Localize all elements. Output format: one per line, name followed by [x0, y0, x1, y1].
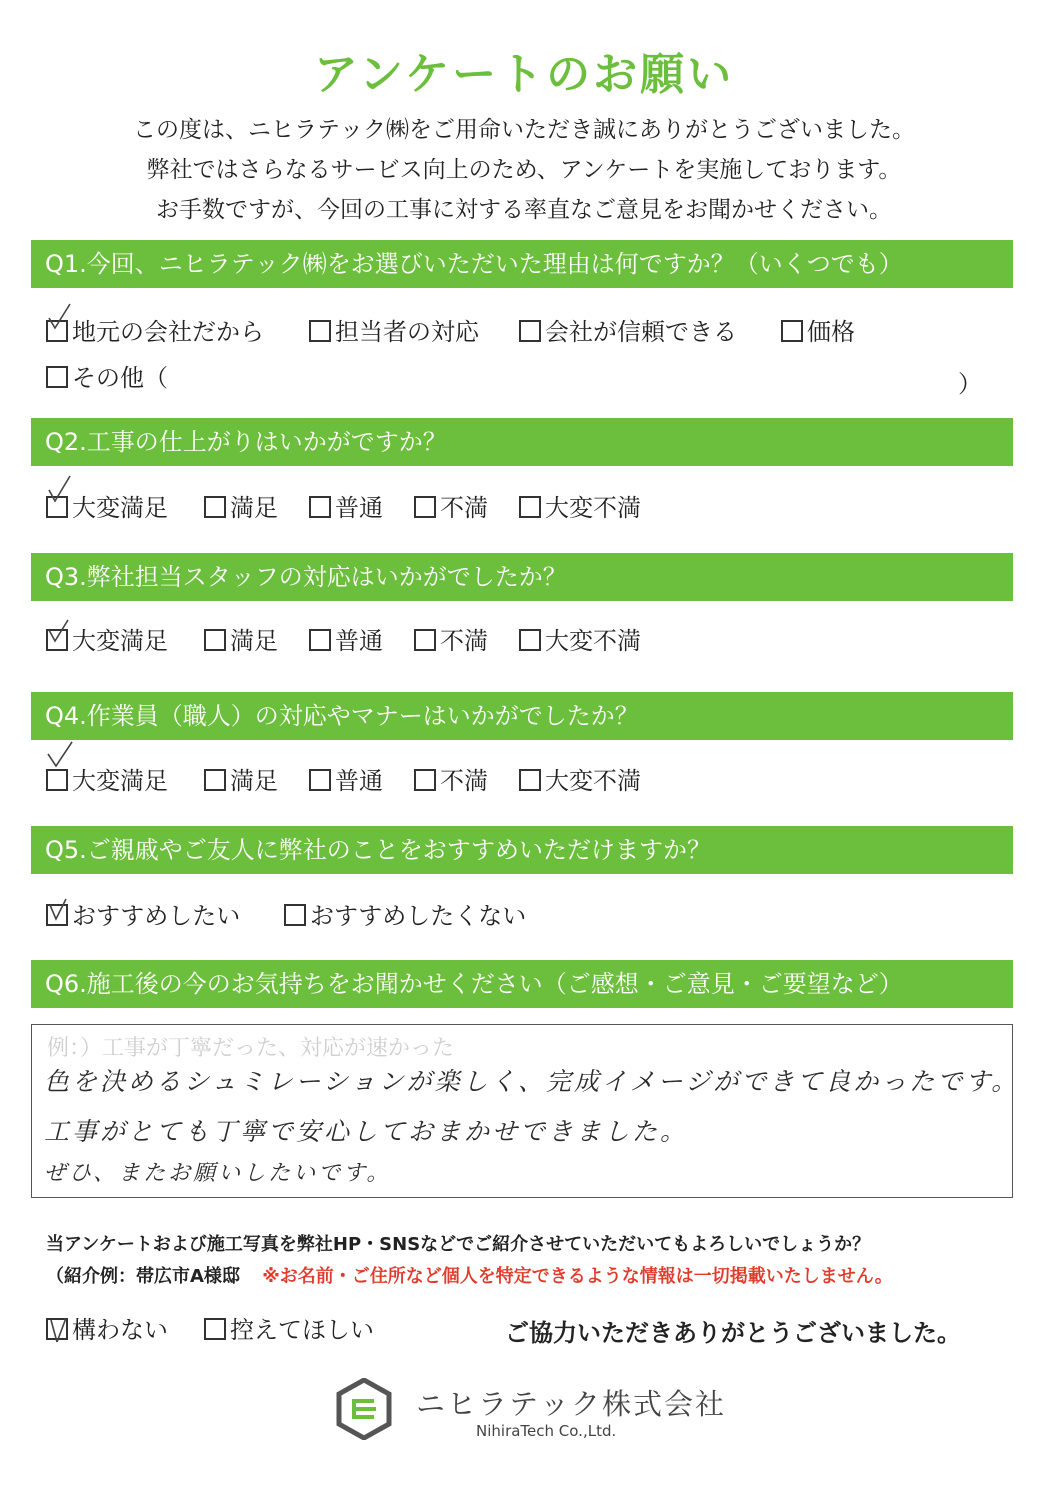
handwritten-answer-line: 工事がとても丁寧で安心しておまかせできました。: [44, 1117, 689, 1146]
checkbox[interactable]: [519, 320, 541, 342]
checkbox[interactable]: [46, 629, 68, 651]
q1-header: Q1.今回、ニヒラテック㈱をお選びいただいた理由は何ですか？（いくつでも）: [31, 240, 1013, 288]
q2-option-very-dissatisfied[interactable]: 大変不満: [519, 488, 641, 528]
q3-option-neutral[interactable]: 普通: [309, 621, 383, 661]
privacy-note: ※お名前・ご住所など個人を特定できるような情報は一切掲載いたしません。: [262, 1266, 893, 1287]
q1-option-staff[interactable]: 担当者の対応: [309, 312, 479, 352]
checkbox[interactable]: [46, 320, 68, 342]
hexagon-logo-icon: [336, 1378, 392, 1440]
thanks-message: ご協力いただきありがとうございました。: [505, 1319, 961, 1347]
consent-option-ok[interactable]: 構わない: [46, 1310, 168, 1350]
checkbox[interactable]: [414, 769, 436, 791]
q2-header: Q2.工事の仕上がりはいかがですか？: [31, 418, 1013, 466]
q3-option-very-dissatisfied[interactable]: 大変不満: [519, 621, 641, 661]
checkbox[interactable]: [46, 769, 68, 791]
q1-option-price[interactable]: 価格: [781, 312, 855, 352]
company-name: ニヒラテック株式会社: [416, 1387, 727, 1421]
q4-option-neutral[interactable]: 普通: [309, 761, 383, 801]
consent-example-row: [46, 1262, 893, 1288]
company-logo: [336, 1378, 756, 1448]
q6-header: Q6.施工後の今のお気持ちをお聞かせください（ご感想・ご意見・ご要望など）: [31, 960, 1013, 1008]
checkbox[interactable]: [519, 629, 541, 651]
q4-option-satisfied[interactable]: 満足: [204, 761, 278, 801]
q2-option-neutral[interactable]: 普通: [309, 488, 383, 528]
q5-option-recommend[interactable]: おすすめしたい: [46, 896, 240, 936]
q4-option-dissatisfied[interactable]: 不満: [414, 761, 488, 801]
consent-option-decline[interactable]: 控えてほしい: [204, 1310, 374, 1350]
intro-line: この度は、ニヒラテック㈱をご用命いただき誠にありがとうございました。: [133, 117, 915, 143]
checkbox[interactable]: [204, 496, 226, 518]
checkbox[interactable]: [309, 629, 331, 651]
checkbox[interactable]: [309, 769, 331, 791]
checkbox[interactable]: [309, 320, 331, 342]
consent-question: 当アンケートおよび施工写真を弊社HP・SNSなどでご紹介させていただいてもよろしいでしょうか？: [46, 1234, 871, 1255]
q3-header: Q3.弊社担当スタッフの対応はいかがでしたか？: [31, 553, 1013, 601]
q5-header: Q5.ご親戚やご友人に弊社のことをおすすめいただけますか？: [31, 826, 1013, 874]
handwritten-answer-line: ぜひ、またお願いしたいです。: [44, 1161, 392, 1186]
checkbox[interactable]: [46, 366, 68, 388]
q1-option-other[interactable]: その他（: [46, 358, 168, 398]
checkbox[interactable]: [46, 904, 68, 926]
checkbox[interactable]: [519, 769, 541, 791]
q1-option-local[interactable]: 地元の会社だから: [46, 312, 264, 352]
q3-option-dissatisfied[interactable]: 不満: [414, 621, 488, 661]
q1-option-trust[interactable]: 会社が信頼できる: [519, 312, 737, 352]
checkbox[interactable]: [781, 320, 803, 342]
q1-other-close: ）: [958, 370, 982, 398]
checkbox[interactable]: [519, 496, 541, 518]
intro-text: [0, 110, 1048, 230]
q2-option-satisfied[interactable]: 満足: [204, 488, 278, 528]
q3-option-satisfied[interactable]: 満足: [204, 621, 278, 661]
q5-option-not-recommend[interactable]: おすすめしたくない: [284, 896, 526, 936]
checkbox[interactable]: [204, 1318, 226, 1340]
q2-option-very-satisfied[interactable]: 大変満足: [46, 488, 168, 528]
q2-option-dissatisfied[interactable]: 不満: [414, 488, 488, 528]
checkbox[interactable]: [414, 496, 436, 518]
page-title: アンケートのお願い: [313, 49, 735, 100]
q4-option-very-dissatisfied[interactable]: 大変不満: [519, 761, 641, 801]
q3-option-very-satisfied[interactable]: 大変満足: [46, 621, 168, 661]
checkbox[interactable]: [204, 769, 226, 791]
comment-example: 例：）工事が丁寧だった、対応が速かった: [47, 1036, 455, 1061]
q4-header: Q4.作業員（職人）の対応やマナーはいかがでしたか？: [31, 692, 1013, 740]
intro-line: お手数ですが、今回の工事に対する率直なご意見をお聞かせください。: [156, 197, 892, 223]
checkbox[interactable]: [284, 904, 306, 926]
q4-option-very-satisfied[interactable]: 大変満足: [46, 761, 168, 801]
intro-line: 弊社ではさらなるサービス向上のため、アンケートを実施しております。: [146, 157, 902, 183]
checkbox[interactable]: [204, 629, 226, 651]
consent-example: （紹介例：帯広市A様邸: [46, 1266, 240, 1287]
checkbox[interactable]: [414, 629, 436, 651]
handwritten-answer-line: 色を決めるシュミレーションが楽しく、完成イメージができて良かったです。: [44, 1067, 1020, 1096]
checkbox[interactable]: [46, 496, 68, 518]
checkbox[interactable]: [46, 1318, 68, 1340]
checkbox[interactable]: [309, 496, 331, 518]
company-name-en: NihiraTech Co.,Ltd.: [476, 1422, 617, 1440]
